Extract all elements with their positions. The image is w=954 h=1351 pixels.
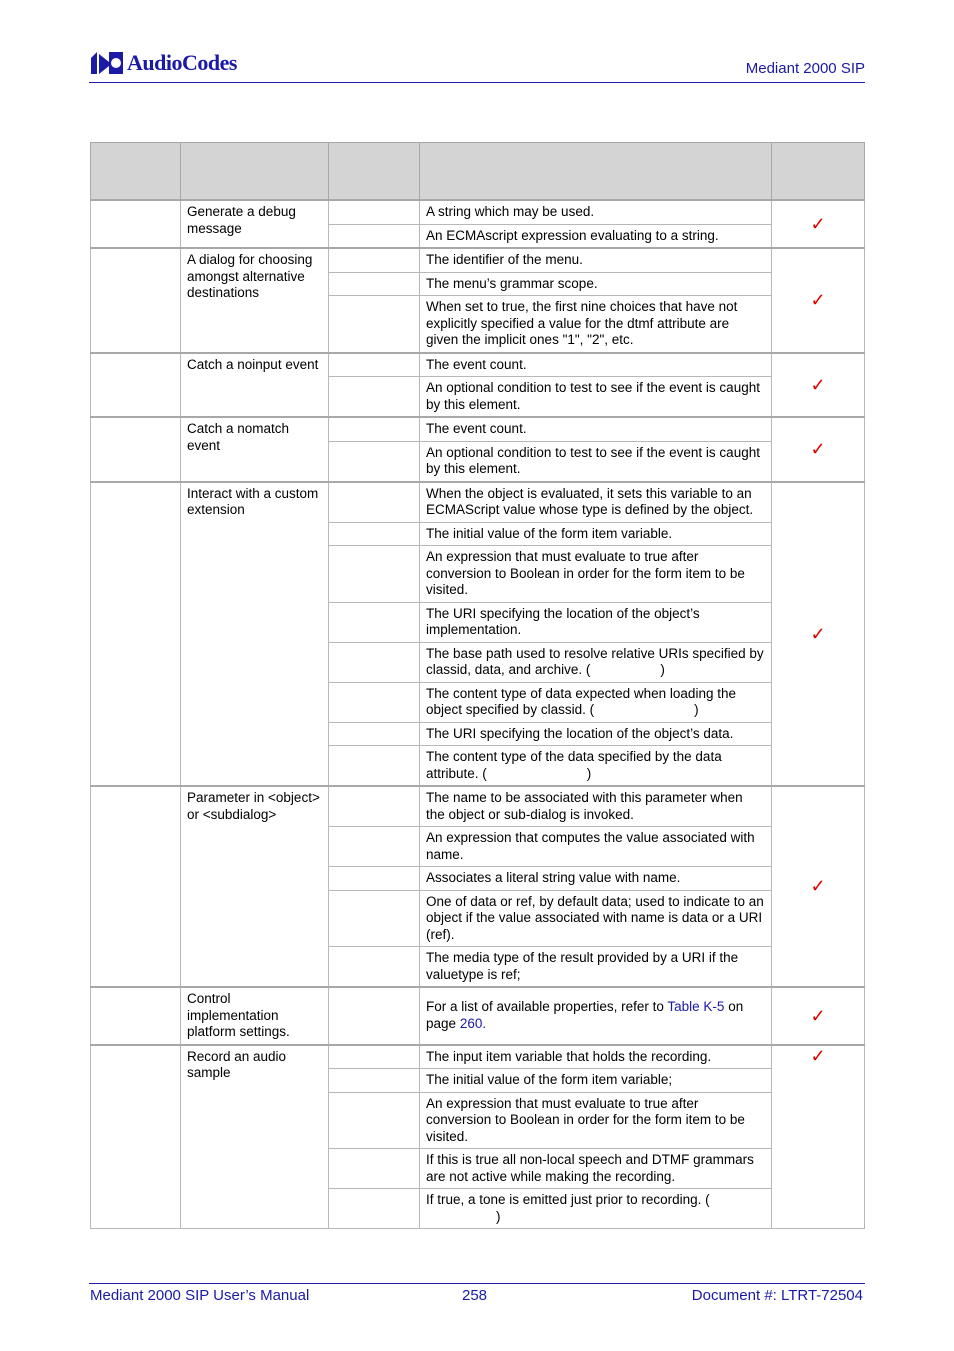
attribute-name-cell	[329, 353, 420, 377]
supported-cell	[772, 200, 865, 248]
attribute-description-cell	[420, 1149, 772, 1189]
checkmark-icon: ✓	[810, 290, 826, 310]
header-cell	[420, 143, 772, 201]
attribute-name-cell	[329, 417, 420, 441]
element-description-cell: Catch a nomatch event	[181, 417, 329, 482]
checkmark-icon: ✓	[810, 1005, 826, 1026]
attribute-description-cell	[420, 890, 772, 947]
attribute-description-text: The base path used to resolve relative URIs specified by classid, data, and archive. (	[426, 645, 764, 677]
table-row	[91, 786, 865, 827]
attribute-description-text: The identifier of the menu.	[426, 252, 583, 267]
audiocodes-logo-icon	[89, 48, 125, 78]
checkmark-icon: ✓	[810, 1045, 826, 1066]
table-row	[91, 417, 865, 441]
footer-page-number: 258	[462, 1287, 488, 1304]
element-description-cell: A dialog for choosing amongst alternative destinations	[181, 248, 329, 353]
attribute-description-text: The name to be associated with this parameter when the object or sub-dialog is invoked.	[426, 790, 743, 822]
table-row	[91, 482, 865, 523]
attribute-name-cell	[329, 296, 420, 353]
attribute-description-text: When set to true, the first nine choices that have not explicitly specified a value for the dtmf attribute are given the implicit ones "1", "2", etc.	[426, 299, 738, 347]
attribute-description-cell	[420, 1189, 772, 1229]
attribute-name-cell	[329, 642, 420, 682]
attribute-description-cell	[420, 377, 772, 418]
page-header	[89, 46, 865, 83]
attribute-description-text: The URI specifying the location of the object’s data.	[426, 725, 734, 741]
element-name-cell	[91, 786, 181, 987]
attribute-description-suffix: )	[694, 702, 699, 717]
attribute-description-cell	[420, 1092, 772, 1149]
page-footer	[89, 1283, 865, 1304]
header-cell	[772, 143, 865, 201]
attribute-description-text: The event count.	[426, 356, 527, 372]
attribute-description-cell	[420, 482, 772, 523]
element-description-cell: Control implementation platform settings.	[181, 987, 329, 1045]
attribute-name-cell	[329, 1189, 420, 1229]
attribute-name-cell	[329, 947, 420, 988]
attribute-description-cell	[420, 947, 772, 988]
table-header-row	[91, 143, 865, 201]
attribute-name-cell	[329, 272, 420, 296]
attribute-description-cell	[420, 1069, 772, 1093]
supported-cell	[772, 417, 865, 482]
attribute-description-text: A string which may be used.	[426, 204, 595, 219]
attribute-name-cell	[329, 546, 420, 603]
footer-document-number: Document #: LTRT-72504	[691, 1287, 863, 1304]
attribute-description-text: If this is true all non-local speech and DTMF grammars are not active while making the recording.	[426, 1152, 754, 1184]
attribute-description-cell	[420, 441, 772, 482]
link-connector-text: on page	[426, 999, 744, 1031]
element-name-cell	[91, 1045, 181, 1229]
attribute-name-cell	[329, 224, 420, 248]
table-row	[91, 1045, 865, 1069]
attribute-description-cell	[420, 722, 772, 746]
attribute-description-cell	[420, 867, 772, 891]
element-name-cell	[91, 417, 181, 482]
attribute-name-cell	[329, 827, 420, 867]
attribute-name-cell	[329, 482, 420, 523]
attribute-description-cell	[420, 224, 772, 248]
header-product-name: Mediant 2000 SIP	[745, 60, 865, 77]
attribute-description-cell	[420, 602, 772, 642]
audiocodes-logo	[89, 48, 237, 78]
supported-cell	[772, 482, 865, 787]
footer-manual-title: Mediant 2000 SIP User’s Manual	[90, 1287, 310, 1304]
attribute-name-cell	[329, 1092, 420, 1149]
attribute-description-text: The content type of the data specified by the data attribute. (	[426, 749, 722, 781]
attribute-name-cell	[329, 441, 420, 482]
table-row	[91, 200, 865, 224]
attribute-name-cell	[329, 1045, 420, 1069]
vxml-elements-table	[90, 142, 865, 1229]
logo-text: AudioCodes	[127, 50, 237, 75]
table-row	[91, 248, 865, 272]
checkmark-icon: ✓	[810, 439, 826, 459]
checkmark-icon: ✓	[810, 876, 826, 897]
supported-cell	[772, 353, 865, 418]
attribute-description-suffix: )	[586, 765, 592, 781]
attribute-name-cell	[329, 377, 420, 418]
attribute-description-text: The initial value of the form item variable;	[426, 1072, 673, 1087]
element-name-cell	[91, 482, 181, 787]
attribute-description-cell	[420, 200, 772, 224]
attribute-description-text: An ECMAscript expression evaluating to a string.	[426, 227, 719, 243]
link-end-punctuation: .	[482, 1015, 487, 1031]
element-name-cell	[91, 987, 181, 1045]
checkmark-icon: ✓	[810, 374, 826, 395]
attribute-description-suffix: )	[660, 662, 665, 677]
attribute-description-cell	[420, 642, 772, 682]
supported-cell	[772, 786, 865, 987]
attribute-name-cell	[329, 602, 420, 642]
attribute-name-cell	[329, 786, 420, 827]
attribute-description-cell	[420, 827, 772, 867]
attribute-description-text: An expression that must evaluate to true after conversion to Boolean in order for the form item to be visited.	[426, 1095, 745, 1144]
supported-cell	[772, 1045, 865, 1229]
checkmark-icon: ✓	[810, 213, 826, 234]
attribute-description-text: An expression that must evaluate to true after conversion to Boolean in order for the form item to be visited.	[426, 549, 745, 597]
attribute-description-cell	[420, 746, 772, 787]
table-reference-link[interactable]: Table K-5	[667, 999, 725, 1015]
attribute-name-cell	[329, 722, 420, 746]
attribute-description-text: If true, a tone is emitted just prior to recording. (	[426, 1192, 710, 1207]
attribute-name-cell	[329, 1149, 420, 1189]
element-description-cell: Record an audio sample	[181, 1045, 329, 1229]
attribute-description-text: An expression that computes the value associated with name.	[426, 830, 755, 862]
attribute-description-cell	[420, 546, 772, 603]
attribute-description-text: The URI specifying the location of the object’s implementation.	[426, 605, 700, 637]
attribute-description-text: Associates a literal string value with name.	[426, 870, 681, 885]
attribute-name-cell	[329, 867, 420, 891]
attribute-description-text: The input item variable that holds the recording.	[426, 1048, 712, 1064]
attribute-name-cell	[329, 987, 420, 1045]
table-row	[91, 353, 865, 377]
page-reference-link[interactable]: 260	[459, 1015, 483, 1031]
attribute-description-cell	[420, 522, 772, 546]
attribute-description-text: For a list of available properties, refer to	[426, 999, 664, 1015]
attribute-description-suffix: )	[496, 1208, 501, 1224]
attribute-description-text: When the object is evaluated, it sets this variable to an ECMAScript value whose type is defined by the object.	[426, 485, 754, 517]
header-cell	[329, 143, 420, 201]
attribute-description-text: The menu’s grammar scope.	[426, 275, 598, 291]
attribute-name-cell	[329, 1069, 420, 1093]
element-description-cell: Parameter in <object> or <subdialog>	[181, 786, 329, 987]
element-description-cell: Catch a noinput event	[181, 353, 329, 418]
attribute-name-cell	[329, 248, 420, 272]
element-name-cell	[91, 248, 181, 353]
element-name-cell	[91, 200, 181, 248]
attribute-name-cell	[329, 890, 420, 947]
attribute-description-cell	[420, 682, 772, 722]
attribute-description-cell	[420, 248, 772, 272]
attribute-description-cell	[420, 1045, 772, 1069]
attribute-description-text: The content type of data expected when loading the object specified by classid. (	[426, 685, 736, 717]
attribute-name-cell	[329, 522, 420, 546]
attribute-description-text: The initial value of the form item variable.	[426, 525, 673, 541]
attribute-description-cell	[420, 417, 772, 441]
element-description-cell: Generate a debug message	[181, 200, 329, 248]
supported-cell	[772, 248, 865, 353]
attribute-description-text: An optional condition to test to see if the event is caught by this element.	[426, 444, 760, 476]
table-body	[91, 200, 865, 1229]
attribute-description-text: An optional condition to test to see if the event is caught by this element.	[426, 380, 760, 412]
header-cell	[91, 143, 181, 201]
checkmark-icon: ✓	[810, 623, 826, 644]
attribute-name-cell	[329, 200, 420, 224]
attribute-name-cell	[329, 746, 420, 787]
header-cell	[181, 143, 329, 201]
attribute-description-cell	[420, 786, 772, 827]
element-description-cell: Interact with a custom extension	[181, 482, 329, 787]
attribute-description-text: One of data or ref, by default data; used to indicate to an object if the value associated with name is data or a URI (ref).	[426, 893, 764, 942]
element-name-cell	[91, 353, 181, 418]
attribute-description-cell	[420, 353, 772, 377]
attribute-description-cell	[420, 987, 772, 1045]
table-row	[91, 987, 865, 1045]
attribute-description-cell	[420, 296, 772, 353]
attribute-description-text: The media type of the result provided by a URI if the valuetype is ref;	[426, 950, 739, 982]
attribute-name-cell	[329, 682, 420, 722]
supported-cell	[772, 987, 865, 1045]
attribute-description-cell	[420, 272, 772, 296]
attribute-description-text: The event count.	[426, 421, 527, 436]
